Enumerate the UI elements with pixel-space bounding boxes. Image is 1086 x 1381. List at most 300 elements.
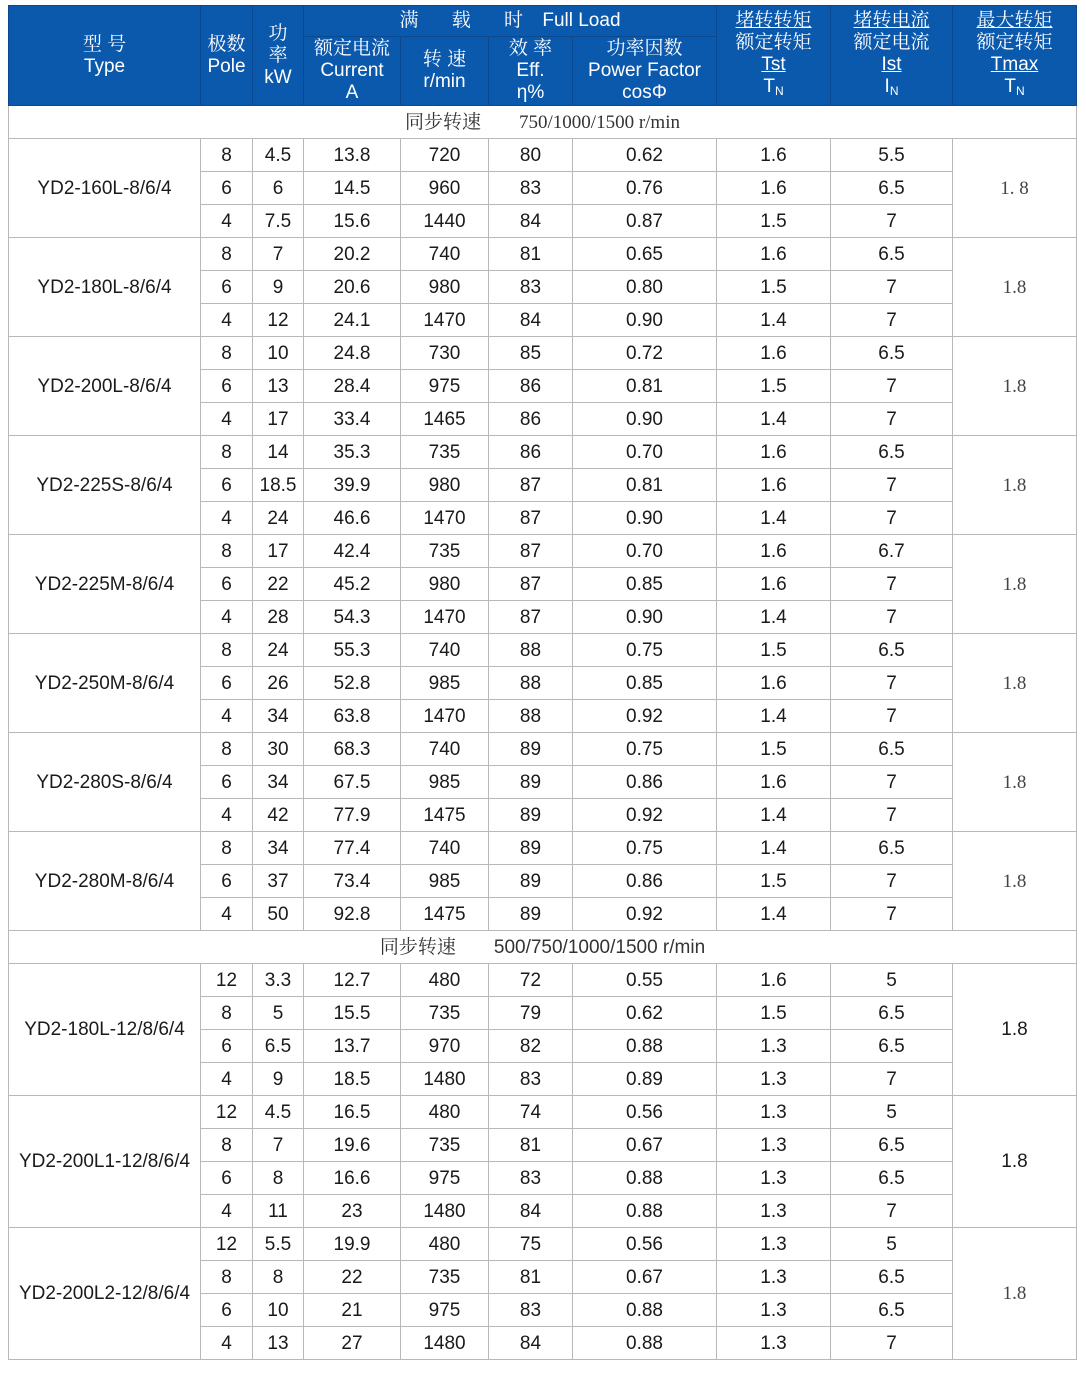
pf-cell: 0.85	[573, 568, 717, 601]
tst-cell: 1.6	[717, 337, 831, 370]
eff-cell: 82	[489, 1030, 573, 1063]
table-row	[9, 1096, 1077, 1129]
ist-cell: 7	[831, 898, 953, 931]
eff-cell: 88	[489, 667, 573, 700]
speed-cell: 975	[401, 1162, 489, 1195]
ist-cn2-label: 额定电流	[853, 31, 930, 53]
ist-cell: 6.5	[831, 634, 953, 667]
power-cell: 12	[253, 304, 304, 337]
ist-cell: 7	[831, 700, 953, 733]
ist-cell: 7	[831, 1195, 953, 1228]
pf-cell: 0.72	[573, 337, 717, 370]
current-cell: 19.6	[304, 1129, 401, 1162]
eff-cell: 80	[489, 139, 573, 172]
current-cell: 13.8	[304, 139, 401, 172]
power-cell: 4.5	[253, 1096, 304, 1129]
current-cell: 12.7	[304, 964, 401, 997]
current-cell: 27	[304, 1327, 401, 1360]
speed-cell: 1470	[401, 601, 489, 634]
tst-cell: 1.3	[717, 1030, 831, 1063]
current-cell: 55.3	[304, 634, 401, 667]
tst-cell: 1.6	[717, 172, 831, 205]
tmax-ratio-cell: 1.8	[953, 436, 1077, 535]
power-cell: 17	[253, 403, 304, 436]
power-cell: 14	[253, 436, 304, 469]
eff-en-label: Eff.	[516, 60, 545, 81]
power-cell: 10	[253, 1294, 304, 1327]
tst-cell: 1.6	[717, 568, 831, 601]
tst-cell: 1.6	[717, 964, 831, 997]
current-cell: 19.9	[304, 1228, 401, 1261]
eff-cell: 74	[489, 1096, 573, 1129]
speed-cell: 480	[401, 1096, 489, 1129]
power-cell: 7.5	[253, 205, 304, 238]
eff-cell: 83	[489, 271, 573, 304]
speed-cell: 1465	[401, 403, 489, 436]
power-cell: 8	[253, 1162, 304, 1195]
speed-cell: 975	[401, 370, 489, 403]
power-cell: 50	[253, 898, 304, 931]
power-cn1-label: 功	[268, 22, 288, 44]
current-cell: 42.4	[304, 535, 401, 568]
table-row	[9, 964, 1077, 997]
ist-cell: 6.5	[831, 1162, 953, 1195]
speed-cell: 1470	[401, 700, 489, 733]
pole-cell: 12	[201, 964, 253, 997]
section-header-row	[9, 931, 1077, 964]
speed-cell: 735	[401, 1129, 489, 1162]
ist-cell: 5	[831, 1228, 953, 1261]
pf-cell: 0.62	[573, 139, 717, 172]
full-load-en-label: Full Load	[542, 10, 621, 31]
pole-cell: 6	[201, 271, 253, 304]
current-cell: 18.5	[304, 1063, 401, 1096]
tmax-cn1-label: 最大转矩	[976, 9, 1053, 31]
col-header-type	[9, 6, 201, 106]
pf-cell: 0.67	[573, 1261, 717, 1294]
power-cell: 9	[253, 271, 304, 304]
tst-cell: 1.4	[717, 832, 831, 865]
eff-cn-label: 效 率	[508, 38, 553, 59]
eff-cell: 87	[489, 469, 573, 502]
eff-cell: 88	[489, 700, 573, 733]
power-cell: 9	[253, 1063, 304, 1096]
eff-cell: 87	[489, 601, 573, 634]
current-cell: 67.5	[304, 766, 401, 799]
speed-cell: 740	[401, 733, 489, 766]
pf-cn-label: 功率因数	[606, 38, 683, 59]
pf-cell: 0.88	[573, 1162, 717, 1195]
speed-cn-label: 转 速	[422, 49, 467, 70]
pole-cell: 8	[201, 634, 253, 667]
speed-cell: 735	[401, 535, 489, 568]
tst-cell: 1.5	[717, 271, 831, 304]
pf-cell: 0.87	[573, 205, 717, 238]
power-cell: 7	[253, 1129, 304, 1162]
tmax-cn2-label: 额定转矩	[976, 31, 1053, 53]
tst-cell: 1.4	[717, 403, 831, 436]
tst-cell: 1.3	[717, 1228, 831, 1261]
model-type-cell: YD2-200L-8/6/4	[9, 337, 201, 436]
pole-cell: 8	[201, 997, 253, 1030]
current-cell: 33.4	[304, 403, 401, 436]
motor-spec-table	[8, 5, 1077, 1360]
eff-cell: 83	[489, 1162, 573, 1195]
current-cell: 77.9	[304, 799, 401, 832]
power-cell: 42	[253, 799, 304, 832]
speed-cell: 980	[401, 568, 489, 601]
eff-cell: 81	[489, 238, 573, 271]
current-en-label: Current	[320, 60, 384, 81]
pf-cell: 0.81	[573, 469, 717, 502]
pole-cell: 8	[201, 1261, 253, 1294]
eff-cell: 84	[489, 1327, 573, 1360]
speed-cell: 735	[401, 1261, 489, 1294]
tst-cell: 1.4	[717, 601, 831, 634]
tst-cell: 1.6	[717, 667, 831, 700]
tst-cell: 1.3	[717, 1096, 831, 1129]
ist-cell: 5.5	[831, 139, 953, 172]
table-row	[9, 139, 1077, 172]
sync-speed-label	[9, 931, 1077, 964]
pf-cell: 0.92	[573, 700, 717, 733]
tst-cell: 1.3	[717, 1261, 831, 1294]
current-cell: 16.5	[304, 1096, 401, 1129]
ist-cell: 6.5	[831, 832, 953, 865]
speed-cell: 1480	[401, 1063, 489, 1096]
pf-cell: 0.62	[573, 997, 717, 1030]
pf-cell: 0.88	[573, 1327, 717, 1360]
table-row	[9, 733, 1077, 766]
col-header-current	[304, 37, 401, 106]
ist-cell: 7	[831, 469, 953, 502]
pf-en-label: Power Factor	[588, 60, 701, 81]
pf-cell: 0.75	[573, 634, 717, 667]
pf-cell: 0.90	[573, 601, 717, 634]
model-type-cell: YD2-225S-8/6/4	[9, 436, 201, 535]
speed-cell: 975	[401, 1294, 489, 1327]
model-type-cell: YD2-200L2-12/8/6/4	[9, 1228, 201, 1360]
power-cell: 6	[253, 172, 304, 205]
pf-cell: 0.76	[573, 172, 717, 205]
pole-cell: 8	[201, 436, 253, 469]
ist-cell: 6.5	[831, 172, 953, 205]
tst-cell: 1.3	[717, 1162, 831, 1195]
tst-cell: 1.6	[717, 535, 831, 568]
tst-cell: 1.5	[717, 634, 831, 667]
power-cell: 26	[253, 667, 304, 700]
tst-cell: 1.3	[717, 1063, 831, 1096]
col-header-tst-ratio	[717, 6, 831, 106]
ist-cell: 6.5	[831, 238, 953, 271]
pole-cell: 12	[201, 1228, 253, 1261]
model-type-cell: YD2-160L-8/6/4	[9, 139, 201, 238]
pole-cell: 8	[201, 1129, 253, 1162]
pf-cell: 0.75	[573, 733, 717, 766]
pf-unit-label: cosΦ	[622, 82, 667, 103]
pf-cell: 0.85	[573, 667, 717, 700]
power-cell: 10	[253, 337, 304, 370]
ist-den-sub: N	[889, 83, 899, 98]
tmax-ratio-cell: 1.8	[953, 832, 1077, 931]
model-type-cell: YD2-280S-8/6/4	[9, 733, 201, 832]
ist-cell: 7	[831, 502, 953, 535]
speed-cell: 985	[401, 865, 489, 898]
pf-cell: 0.90	[573, 403, 717, 436]
ist-cell: 6.5	[831, 337, 953, 370]
model-type-cell: YD2-225M-8/6/4	[9, 535, 201, 634]
speed-cell: 980	[401, 271, 489, 304]
eff-cell: 87	[489, 535, 573, 568]
current-cell: 15.6	[304, 205, 401, 238]
pole-cell: 6	[201, 469, 253, 502]
ist-cell: 7	[831, 403, 953, 436]
tmax-ratio-cell: 1.8	[953, 535, 1077, 634]
eff-cell: 72	[489, 964, 573, 997]
table-body	[9, 106, 1077, 1360]
power-cell: 13	[253, 370, 304, 403]
model-type-cell: YD2-200L1-12/8/6/4	[9, 1096, 201, 1228]
eff-cell: 87	[489, 502, 573, 535]
tst-cell: 1.6	[717, 469, 831, 502]
ist-cell: 5	[831, 964, 953, 997]
eff-cell: 89	[489, 799, 573, 832]
sync-speed-value: 500/750/1000/1500 r/min	[493, 936, 706, 958]
tmax-denominator	[953, 76, 1076, 102]
pf-cell: 0.88	[573, 1195, 717, 1228]
tmax-ratio-cell: 1.8	[953, 964, 1077, 1096]
power-unit-label: kW	[264, 66, 292, 88]
ist-cell: 7	[831, 799, 953, 832]
speed-cell: 1475	[401, 898, 489, 931]
pole-cell: 8	[201, 139, 253, 172]
speed-cell: 720	[401, 139, 489, 172]
power-cell: 7	[253, 238, 304, 271]
power-cell: 22	[253, 568, 304, 601]
eff-cell: 85	[489, 337, 573, 370]
eff-cell: 83	[489, 1063, 573, 1096]
table-row	[9, 535, 1077, 568]
eff-cell: 83	[489, 172, 573, 205]
ist-cell: 7	[831, 271, 953, 304]
current-cell: 24.1	[304, 304, 401, 337]
current-cell: 52.8	[304, 667, 401, 700]
speed-cell: 960	[401, 172, 489, 205]
speed-cell: 735	[401, 436, 489, 469]
table-row	[9, 1228, 1077, 1261]
current-cell: 23	[304, 1195, 401, 1228]
tmax-ratio-cell: 1.8	[953, 238, 1077, 337]
power-cell: 13	[253, 1327, 304, 1360]
current-cell: 35.3	[304, 436, 401, 469]
speed-cell: 985	[401, 766, 489, 799]
speed-cell: 740	[401, 634, 489, 667]
spec-table-container	[8, 5, 1077, 1360]
pf-cell: 0.86	[573, 766, 717, 799]
speed-cell: 740	[401, 832, 489, 865]
speed-cell: 740	[401, 238, 489, 271]
pole-cell: 8	[201, 535, 253, 568]
col-header-power	[253, 6, 304, 106]
pole-cell: 6	[201, 667, 253, 700]
ist-cell: 7	[831, 205, 953, 238]
tst-cell: 1.5	[717, 370, 831, 403]
pole-cell: 4	[201, 1063, 253, 1096]
current-cell: 92.8	[304, 898, 401, 931]
eff-cell: 89	[489, 865, 573, 898]
type-cn-label: 型 号	[82, 33, 127, 55]
sync-speed-label	[9, 106, 1077, 139]
ist-numerator: Ist	[881, 53, 902, 75]
sync-speed-cn: 同步转速	[379, 936, 456, 958]
tst-cell: 1.4	[717, 799, 831, 832]
power-cell: 11	[253, 1195, 304, 1228]
sync-speed-cn: 同步转速	[405, 111, 482, 133]
current-cell: 20.6	[304, 271, 401, 304]
ist-cell: 6.5	[831, 1294, 953, 1327]
eff-cell: 83	[489, 1294, 573, 1327]
pole-en-label: Pole	[207, 55, 246, 77]
tst-cell: 1.3	[717, 1195, 831, 1228]
ist-cell: 7	[831, 766, 953, 799]
ist-cell: 7	[831, 1327, 953, 1360]
ist-cn1-label: 堵转电流	[853, 9, 930, 31]
pole-cell: 6	[201, 1162, 253, 1195]
ist-cell: 6.7	[831, 535, 953, 568]
tst-den-base: T	[763, 75, 775, 97]
tmax-den-sub: N	[1015, 83, 1025, 98]
tst-cell: 1.5	[717, 997, 831, 1030]
ist-cell: 7	[831, 568, 953, 601]
tmax-ratio-cell: 1. 8	[953, 139, 1077, 238]
power-cell: 18.5	[253, 469, 304, 502]
eff-cell: 79	[489, 997, 573, 1030]
tmax-ratio-cell: 1.8	[953, 634, 1077, 733]
power-cell: 37	[253, 865, 304, 898]
speed-cell: 735	[401, 997, 489, 1030]
eff-cell: 81	[489, 1129, 573, 1162]
tst-cell: 1.6	[717, 139, 831, 172]
power-cell: 34	[253, 700, 304, 733]
ist-denominator	[831, 76, 952, 102]
current-cell: 77.4	[304, 832, 401, 865]
tst-den-sub: N	[774, 83, 784, 98]
tmax-ratio-cell: 1.8	[953, 733, 1077, 832]
current-cell: 45.2	[304, 568, 401, 601]
table-row	[9, 436, 1077, 469]
tst-cell: 1.4	[717, 700, 831, 733]
pole-cell: 4	[201, 898, 253, 931]
eff-cell: 81	[489, 1261, 573, 1294]
tmax-ratio-cell: 1.8	[953, 1228, 1077, 1360]
speed-cell: 1480	[401, 1327, 489, 1360]
current-cell: 22	[304, 1261, 401, 1294]
pole-cell: 4	[201, 1195, 253, 1228]
pole-cn-label: 极数	[207, 33, 246, 55]
current-cell: 20.2	[304, 238, 401, 271]
col-header-speed	[401, 37, 489, 106]
pf-cell: 0.90	[573, 304, 717, 337]
speed-unit-label: r/min	[423, 71, 466, 92]
speed-cell: 985	[401, 667, 489, 700]
tst-cn2-label: 额定转矩	[735, 31, 812, 53]
ist-cell: 7	[831, 304, 953, 337]
eff-cell: 75	[489, 1228, 573, 1261]
eff-cell: 86	[489, 370, 573, 403]
power-cell: 5	[253, 997, 304, 1030]
speed-cell: 1475	[401, 799, 489, 832]
tst-cell: 1.4	[717, 502, 831, 535]
pf-cell: 0.65	[573, 238, 717, 271]
tst-cell: 1.3	[717, 1129, 831, 1162]
current-cell: 21	[304, 1294, 401, 1327]
eff-cell: 84	[489, 304, 573, 337]
full-load-cn-label: 满 载 时	[399, 10, 538, 31]
pf-cell: 0.75	[573, 832, 717, 865]
current-cell: 73.4	[304, 865, 401, 898]
eff-cell: 86	[489, 436, 573, 469]
eff-cell: 89	[489, 733, 573, 766]
eff-cell: 84	[489, 1195, 573, 1228]
pole-cell: 4	[201, 502, 253, 535]
pf-cell: 0.67	[573, 1129, 717, 1162]
tmax-den-base: T	[1004, 75, 1016, 97]
eff-cell: 88	[489, 634, 573, 667]
model-type-cell: YD2-280M-8/6/4	[9, 832, 201, 931]
pf-cell: 0.55	[573, 964, 717, 997]
table-row	[9, 634, 1077, 667]
eff-cell: 84	[489, 205, 573, 238]
pole-cell: 6	[201, 766, 253, 799]
current-cell: 39.9	[304, 469, 401, 502]
eff-cell: 89	[489, 898, 573, 931]
ist-cell: 7	[831, 667, 953, 700]
tst-cell: 1.5	[717, 205, 831, 238]
speed-cell: 480	[401, 964, 489, 997]
speed-cell: 970	[401, 1030, 489, 1063]
type-en-label: Type	[83, 55, 126, 77]
tst-cell: 1.6	[717, 238, 831, 271]
col-header-power-factor	[573, 37, 717, 106]
power-cell: 3.3	[253, 964, 304, 997]
pf-cell: 0.56	[573, 1228, 717, 1261]
pole-cell: 8	[201, 733, 253, 766]
current-cell: 14.5	[304, 172, 401, 205]
eff-cell: 89	[489, 766, 573, 799]
table-row	[9, 337, 1077, 370]
speed-cell: 730	[401, 337, 489, 370]
power-cell: 6.5	[253, 1030, 304, 1063]
tst-denominator	[717, 76, 830, 102]
ist-cell: 7	[831, 865, 953, 898]
tst-numerator: Tst	[761, 53, 786, 75]
power-cell: 28	[253, 601, 304, 634]
pole-cell: 6	[201, 172, 253, 205]
power-cell: 5.5	[253, 1228, 304, 1261]
pole-cell: 8	[201, 337, 253, 370]
ist-cell: 7	[831, 1063, 953, 1096]
current-cell: 68.3	[304, 733, 401, 766]
speed-cell: 1480	[401, 1195, 489, 1228]
tmax-ratio-cell: 1.8	[953, 1096, 1077, 1228]
tst-cell: 1.5	[717, 733, 831, 766]
ist-cell: 7	[831, 601, 953, 634]
speed-cell: 1470	[401, 502, 489, 535]
pole-cell: 6	[201, 1294, 253, 1327]
pf-cell: 0.89	[573, 1063, 717, 1096]
pf-cell: 0.88	[573, 1030, 717, 1063]
current-cell: 63.8	[304, 700, 401, 733]
